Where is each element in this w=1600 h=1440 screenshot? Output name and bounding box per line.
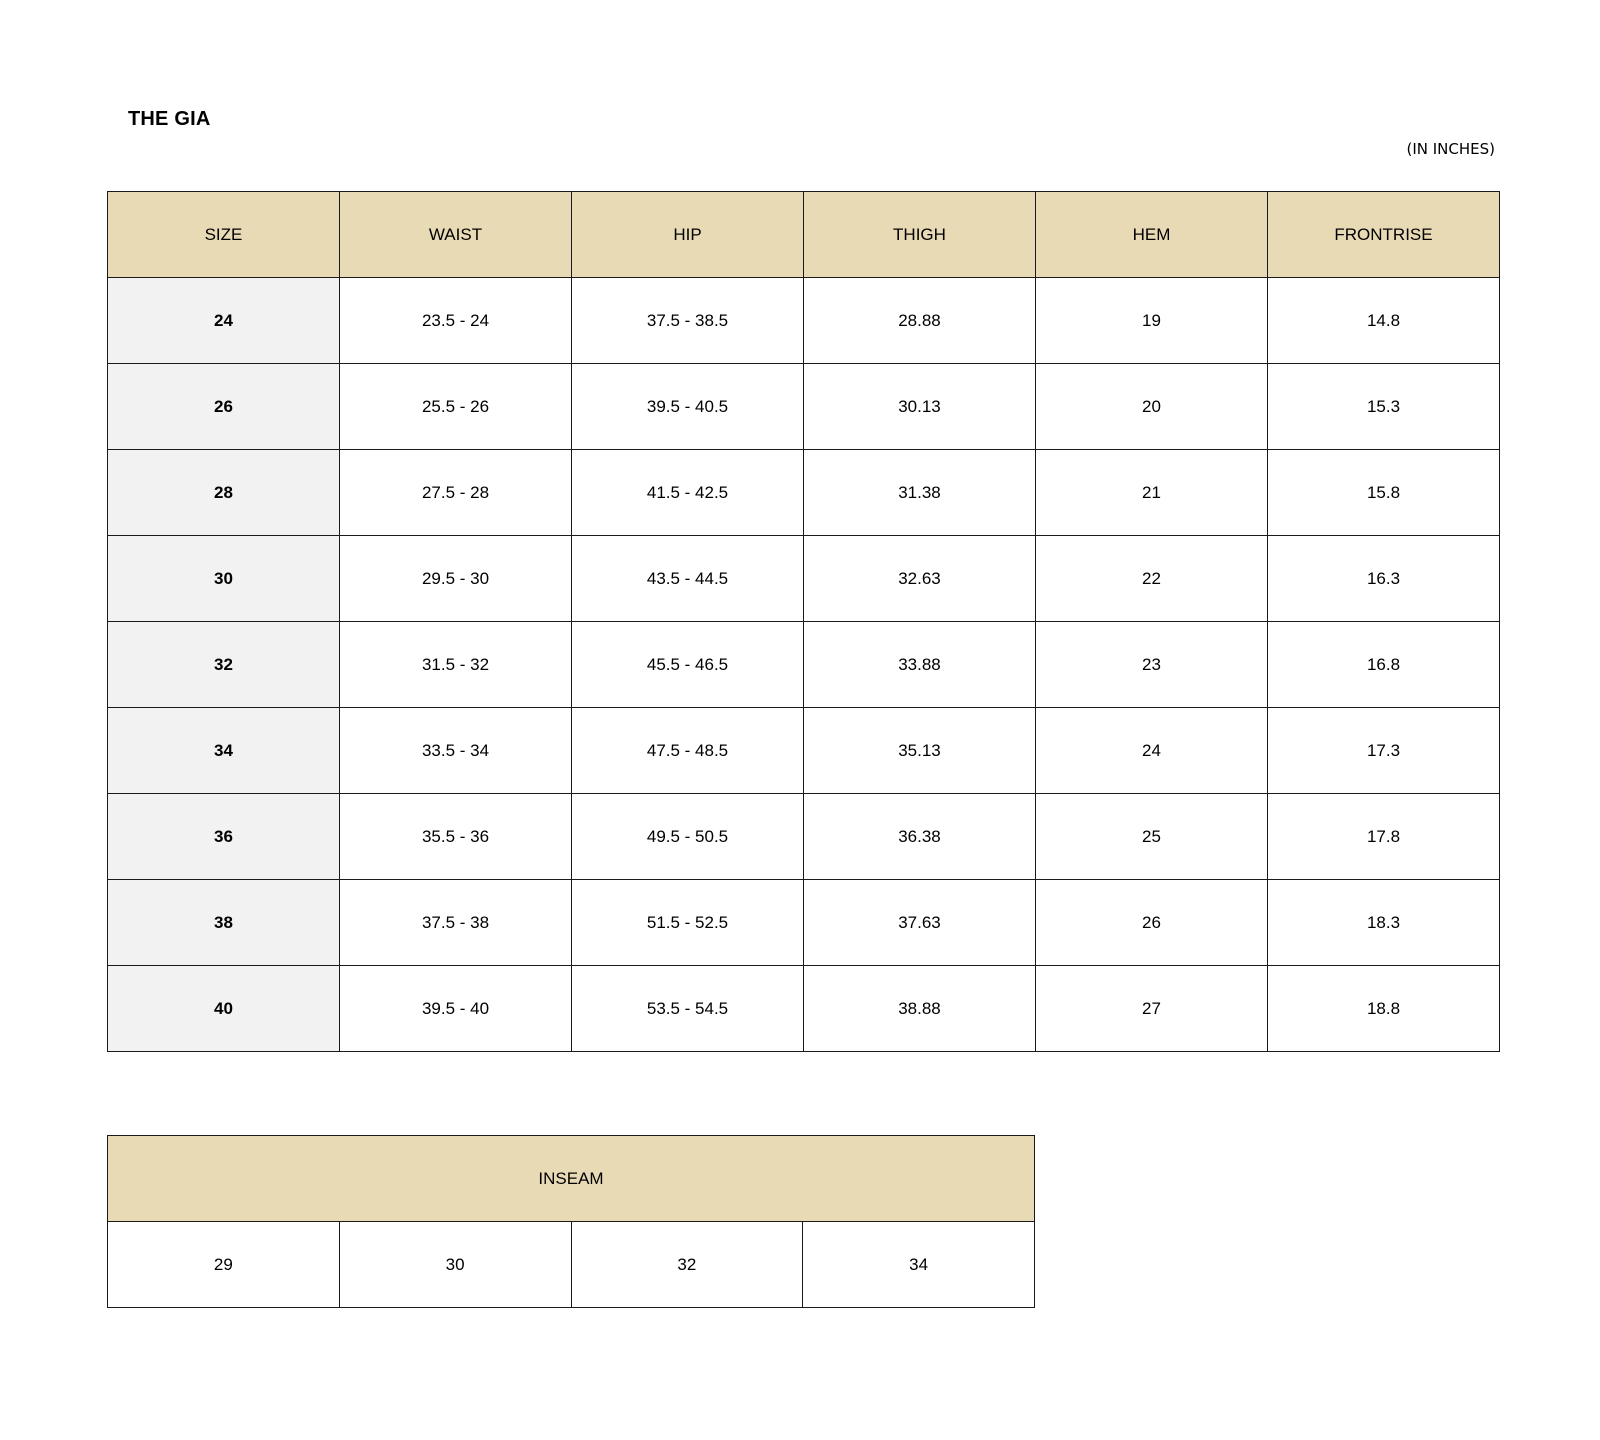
thigh-cell: 36.38: [804, 794, 1036, 880]
size-cell: 26: [108, 364, 340, 450]
waist-cell: 37.5 - 38: [340, 880, 572, 966]
size-cell: 28: [108, 450, 340, 536]
table-row: [108, 794, 1500, 880]
waist-cell: 23.5 - 24: [340, 278, 572, 364]
frontrise-cell: 16.3: [1268, 536, 1500, 622]
inseam-header-row: [108, 1136, 1035, 1222]
hem-cell: 27: [1036, 966, 1268, 1052]
thigh-cell: 37.63: [804, 880, 1036, 966]
hip-cell: 49.5 - 50.5: [572, 794, 804, 880]
size-cell: 30: [108, 536, 340, 622]
table-row: [108, 966, 1500, 1052]
inseam-table: [107, 1135, 1035, 1308]
hem-cell: 25: [1036, 794, 1268, 880]
size-cell: 40: [108, 966, 340, 1052]
column-header-hip: HIP: [572, 192, 804, 278]
size-table-header-row: [108, 192, 1500, 278]
hem-cell: 21: [1036, 450, 1268, 536]
frontrise-cell: 15.3: [1268, 364, 1500, 450]
table-row: [108, 278, 1500, 364]
table-row: [108, 622, 1500, 708]
waist-cell: 27.5 - 28: [340, 450, 572, 536]
page-title: THE GIA: [128, 108, 211, 130]
hip-cell: 39.5 - 40.5: [572, 364, 804, 450]
thigh-cell: 33.88: [804, 622, 1036, 708]
thigh-cell: 38.88: [804, 966, 1036, 1052]
hem-cell: 23: [1036, 622, 1268, 708]
table-row: [108, 708, 1500, 794]
column-header-thigh: THIGH: [804, 192, 1036, 278]
inseam-value-cell: 32: [571, 1222, 803, 1308]
hem-cell: 19: [1036, 278, 1268, 364]
thigh-cell: 30.13: [804, 364, 1036, 450]
column-header-hem: HEM: [1036, 192, 1268, 278]
column-header-size: SIZE: [108, 192, 340, 278]
waist-cell: 29.5 - 30: [340, 536, 572, 622]
column-header-waist: WAIST: [340, 192, 572, 278]
waist-cell: 35.5 - 36: [340, 794, 572, 880]
thigh-cell: 31.38: [804, 450, 1036, 536]
hip-cell: 41.5 - 42.5: [572, 450, 804, 536]
hip-cell: 47.5 - 48.5: [572, 708, 804, 794]
hip-cell: 43.5 - 44.5: [572, 536, 804, 622]
frontrise-cell: 17.8: [1268, 794, 1500, 880]
table-row: [108, 450, 1500, 536]
hem-cell: 20: [1036, 364, 1268, 450]
waist-cell: 33.5 - 34: [340, 708, 572, 794]
waist-cell: 25.5 - 26: [340, 364, 572, 450]
frontrise-cell: 14.8: [1268, 278, 1500, 364]
size-cell: 38: [108, 880, 340, 966]
inseam-value-cell: 30: [339, 1222, 571, 1308]
frontrise-cell: 18.8: [1268, 966, 1500, 1052]
size-cell: 36: [108, 794, 340, 880]
hip-cell: 51.5 - 52.5: [572, 880, 804, 966]
hip-cell: 37.5 - 38.5: [572, 278, 804, 364]
unit-note: (IN INCHES): [1406, 140, 1495, 158]
table-row: [108, 536, 1500, 622]
size-chart-table: [107, 191, 1500, 1052]
size-cell: 32: [108, 622, 340, 708]
thigh-cell: 32.63: [804, 536, 1036, 622]
table-row: [108, 880, 1500, 966]
size-cell: 24: [108, 278, 340, 364]
frontrise-cell: 17.3: [1268, 708, 1500, 794]
thigh-cell: 28.88: [804, 278, 1036, 364]
inseam-value-cell: 29: [108, 1222, 340, 1308]
inseam-header: INSEAM: [108, 1136, 1035, 1222]
thigh-cell: 35.13: [804, 708, 1036, 794]
inseam-values-row: [108, 1222, 1035, 1308]
waist-cell: 39.5 - 40: [340, 966, 572, 1052]
size-cell: 34: [108, 708, 340, 794]
frontrise-cell: 16.8: [1268, 622, 1500, 708]
hip-cell: 45.5 - 46.5: [572, 622, 804, 708]
waist-cell: 31.5 - 32: [340, 622, 572, 708]
table-row: [108, 364, 1500, 450]
hem-cell: 24: [1036, 708, 1268, 794]
frontrise-cell: 15.8: [1268, 450, 1500, 536]
column-header-frontrise: FRONTRISE: [1268, 192, 1500, 278]
hip-cell: 53.5 - 54.5: [572, 966, 804, 1052]
hem-cell: 22: [1036, 536, 1268, 622]
frontrise-cell: 18.3: [1268, 880, 1500, 966]
inseam-value-cell: 34: [803, 1222, 1035, 1308]
hem-cell: 26: [1036, 880, 1268, 966]
